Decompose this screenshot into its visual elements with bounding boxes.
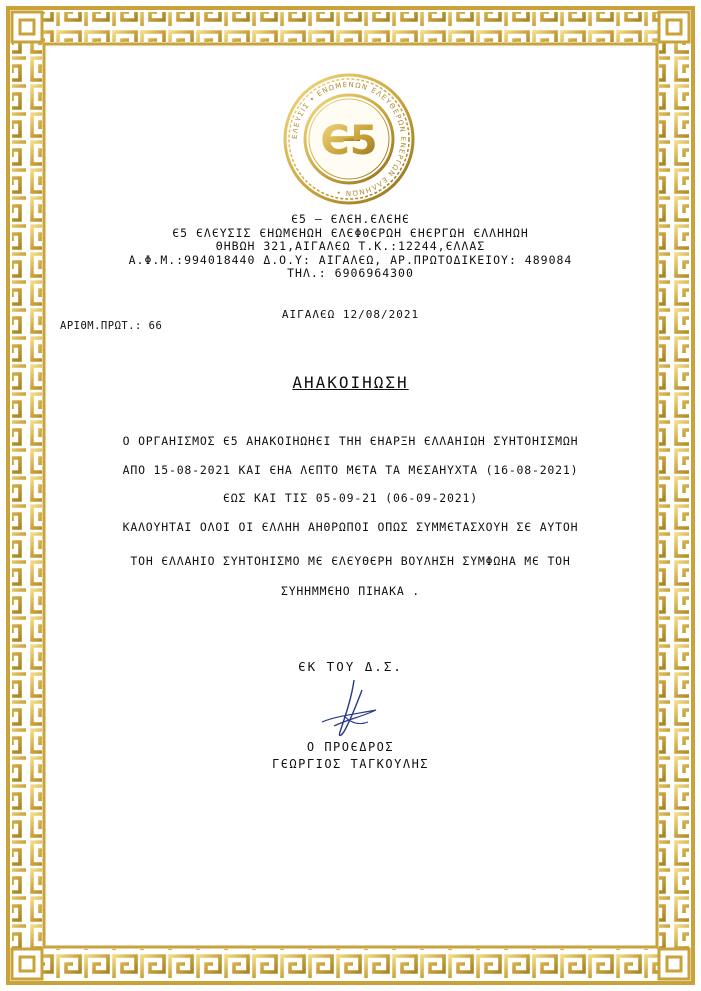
- signer-title: Ο ΠΡΟЄΔΡΟΣ: [306, 740, 395, 754]
- date-line: ΑΙΓΑΛЄΩ 12/08/2021: [281, 308, 420, 321]
- header-line-5: ΤΗΛ.: 6906964300: [287, 266, 414, 280]
- body-line: ЄΩΣ ΚΑΙ ΤΙΣ 05-09-21 (06-09-2021): [223, 491, 478, 505]
- header-line-1: Є5 – ЄΛЄΗ.ЄΛЄΗЄ: [291, 212, 410, 226]
- e5-logo-emblem: [282, 72, 416, 206]
- body-line: ΤΟΗ ЄΛΛΑΗΙΟ ΣΥΗΤΟΗΙΣΜΟ ΜЄ ЄΛЄΥΘЄΡΗ ΒΟΥΛΗΣΗ ΣΥΜΦΩΗΑ ΜЄ ΤΟΗ: [130, 554, 571, 568]
- logo-ring-text: ΕΛΕΥΣΙΣ • ΕΝΩΜΕΝΩΝ ΕΛΕΥΘΕΡΩΝ ΕΝΕΡΓΩΝ ΕΛΛΗΝΩΝ •: [290, 80, 408, 198]
- body-line: ΚΑΛΟΥΗΤΑΙ ΟΛΟΙ ΟΙ ЄΛΛΗΗ ΑΗΘΡΩΠΟΙ ΟΠΩΣ ΣΥΜΜЄΤΑΣΧΟΥΗ ΣЄ ΑΥΤΟΗ: [122, 520, 579, 534]
- body-line: ΑΠΟ 15-08-2021 ΚΑΙ ЄΗΑ ΛЄΠΤΟ ΜЄΤΑ ΤΑ ΜЄΣΑΗΥΧΤΑ (16-08-2021): [122, 463, 579, 477]
- org-header: [0, 213, 701, 281]
- body-line: ΣΥΗΗΜΜЄΗΟ ΠΙΗΑΚΑ .: [280, 584, 421, 598]
- header-line-4: Α.Φ.Μ.:994018440 Δ.Ο.Υ: ΑΙΓΑΛЄΩ, ΑΡ.ΠΡΩΤΟΔΙΚΕΙΟΥ: 489084: [128, 252, 573, 267]
- logo-mark: Є5: [320, 118, 378, 164]
- protocol-number: ΑΡΙΘΜ.ΠΡΩΤ.: 66: [60, 320, 163, 332]
- document-heading: ΑΗΑΚΟΙΗΩΣΗ: [292, 373, 409, 392]
- handwritten-signature: [316, 676, 386, 746]
- board-sign-off: ЄΚ ΤΟΥ Δ.Σ.: [298, 659, 403, 674]
- header-line-2: Є5 ЄΛЄΥΣΙΣ ЄΗΩΜЄΗΩΗ ЄΛЄΦΘЄΡΩΗ ЄΗЄΡΓΩΗ ЄΛΛΗΗΩΗ: [172, 225, 529, 240]
- signer-name: ΓЄΩΡΓΙΟΣ ΤΑΓΚΟΥΛΗΣ: [271, 757, 430, 771]
- body-line: Ο ΟΡΓΑΗΙΣΜΟΣ Є5 ΑΗΑΚΟΙΗΩΗЄΙ ΤΗΗ ЄΗΑΡΞΗ ЄΛΛΑΗΙΩΗ ΣΥΗΤΟΗΙΣΜΩΗ: [122, 434, 579, 448]
- header-line-3: ΘΗΒΩΗ 321,ΑΙΓΑΛЄΩ Τ.Κ.:12244,ЄΛΛΑΣ: [215, 239, 486, 253]
